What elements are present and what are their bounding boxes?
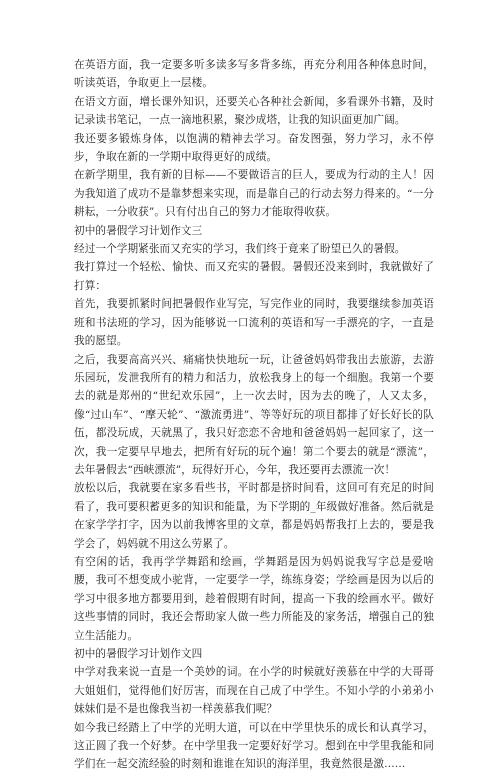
paragraph-english-plan: 在英语方面，我一定要多听多读多写多背多练，再充分利用各种体息时间，听读英语，争取更上一层楼。 — [74, 59, 434, 90]
section-heading-essay-three: 初中的暑假学习计划作文三 — [74, 224, 203, 237]
section-heading-essay-four: 初中的暑假学习计划作文四 — [74, 648, 203, 660]
paragraph-middle-school-word: 中学对我来说一直是一个美妙的词。在小学的时候就好羡慕在中学的大哥哥大姐姐们，觉得他们好厉害，而现在自己成了中学生。不知小学的小弟弟小妹妹们是不是也像我当初一样羡慕我们呢？ — [74, 666, 434, 716]
paragraph-summer-arrived: 经过一个学期紧张而又充实的学习，我们终于竟来了盼望已久的暑假。 — [74, 243, 406, 256]
paragraph-reading-typing: 放松以后，我就要在家多看些书，平时都是挤时间看，这回可有充足的时间看了，我可要积蓄更多的知识和能量，为下学期的_年级做好准备。然后就是在家学学打字，因为以前我博客里的文章，都是妈妈帮我打上去的，要是我学会了，妈妈就不用这么劳累了。 — [74, 482, 434, 550]
paragraph-summer-intent: 我打算过一个轻松、愉快、而又充实的暑假。暑假还没来到时，我就做好了打算： — [74, 261, 434, 292]
paragraph-travel-plan: 之后，我要高高兴兴、痛痛快快地玩一玩，让爸爸妈妈带我出去旅游，去游乐园玩，发泄我所有的精力和活力，放松我身上的每一个细胞。我第一个要去的就是郑州的“世纪欢乐园”，上一次去时，因为去的晚了，人又太多，像“过山车”、“摩天轮”、“激流勇进”、等等好玩的项目都排了好长好长的队伍，都没玩成，天就黑了，我只好恋恋不舍地和爸爸妈妈一起回家了，这一次，我一定要早早地去，把所有好玩的玩个遍！第二个要去的就是“漂流”，去年暑假去“西峡漂流”，玩得好开心，今年，我还要再去漂流一次！ — [74, 353, 434, 476]
paragraph-dance-painting: 有空闲的话，我再学学舞蹈和绘画，学舞蹈是因为妈妈说我写字总是爱啥腰，我可不想变成小驼背，一定要学一学，练练身姿；学绘画是因为以后的学习中很多地方都要用到，趁着假期有时间，提高一下我的绘画水平。做好这些事情的同时，我还会帮助家人做一些力所能及的家务活，增强自己的独立生活能力。 — [74, 555, 434, 642]
paragraph-chinese-plan: 在语文方面，增长课外知识，还要关心各种社会新闻，多看课外书籍，及时记录读书笔记，一点一滴地积累，聚沙成塔，让我的知识面更加广阔。 — [74, 95, 434, 127]
paragraph-new-goal: 在新学期里，我有新的目标——不要做语言的巨人，要成为行动的主人！因为我知道了成功不是靠梦想来实现，而是靠自己的行动去努力得来的。“一分耕耘，一分收获”。只有付出自己的努力才能取得收获。 — [74, 169, 434, 219]
paragraph-homework-first: 首先，我要抓紧时间把暑假作业写完，写完作业的同时，我要继续参加英语班和书法班的学习，因为能够说一口流利的英语和写一手漂亮的字，一直是我的愿望。 — [74, 298, 434, 348]
document-body — [74, 56, 434, 774]
paragraph-exercise-plan: 我还要多锻炼身体，以饱满的精神去学习。奋发图强，努力学习，永不停步，争取在新的一学期中取得更好的成绩。 — [74, 132, 434, 164]
paragraph-bright-road: 如今我已经踏上了中学的光明大道，可以在中学里快乐的成长和认真学习，这正圆了我一个好梦。在中学里我一定要好好学习。想到在中学里我能和同学们在一起交流经验的时刻和谁谁在知识的海洋里，我竟然很是激…… — [74, 721, 434, 771]
